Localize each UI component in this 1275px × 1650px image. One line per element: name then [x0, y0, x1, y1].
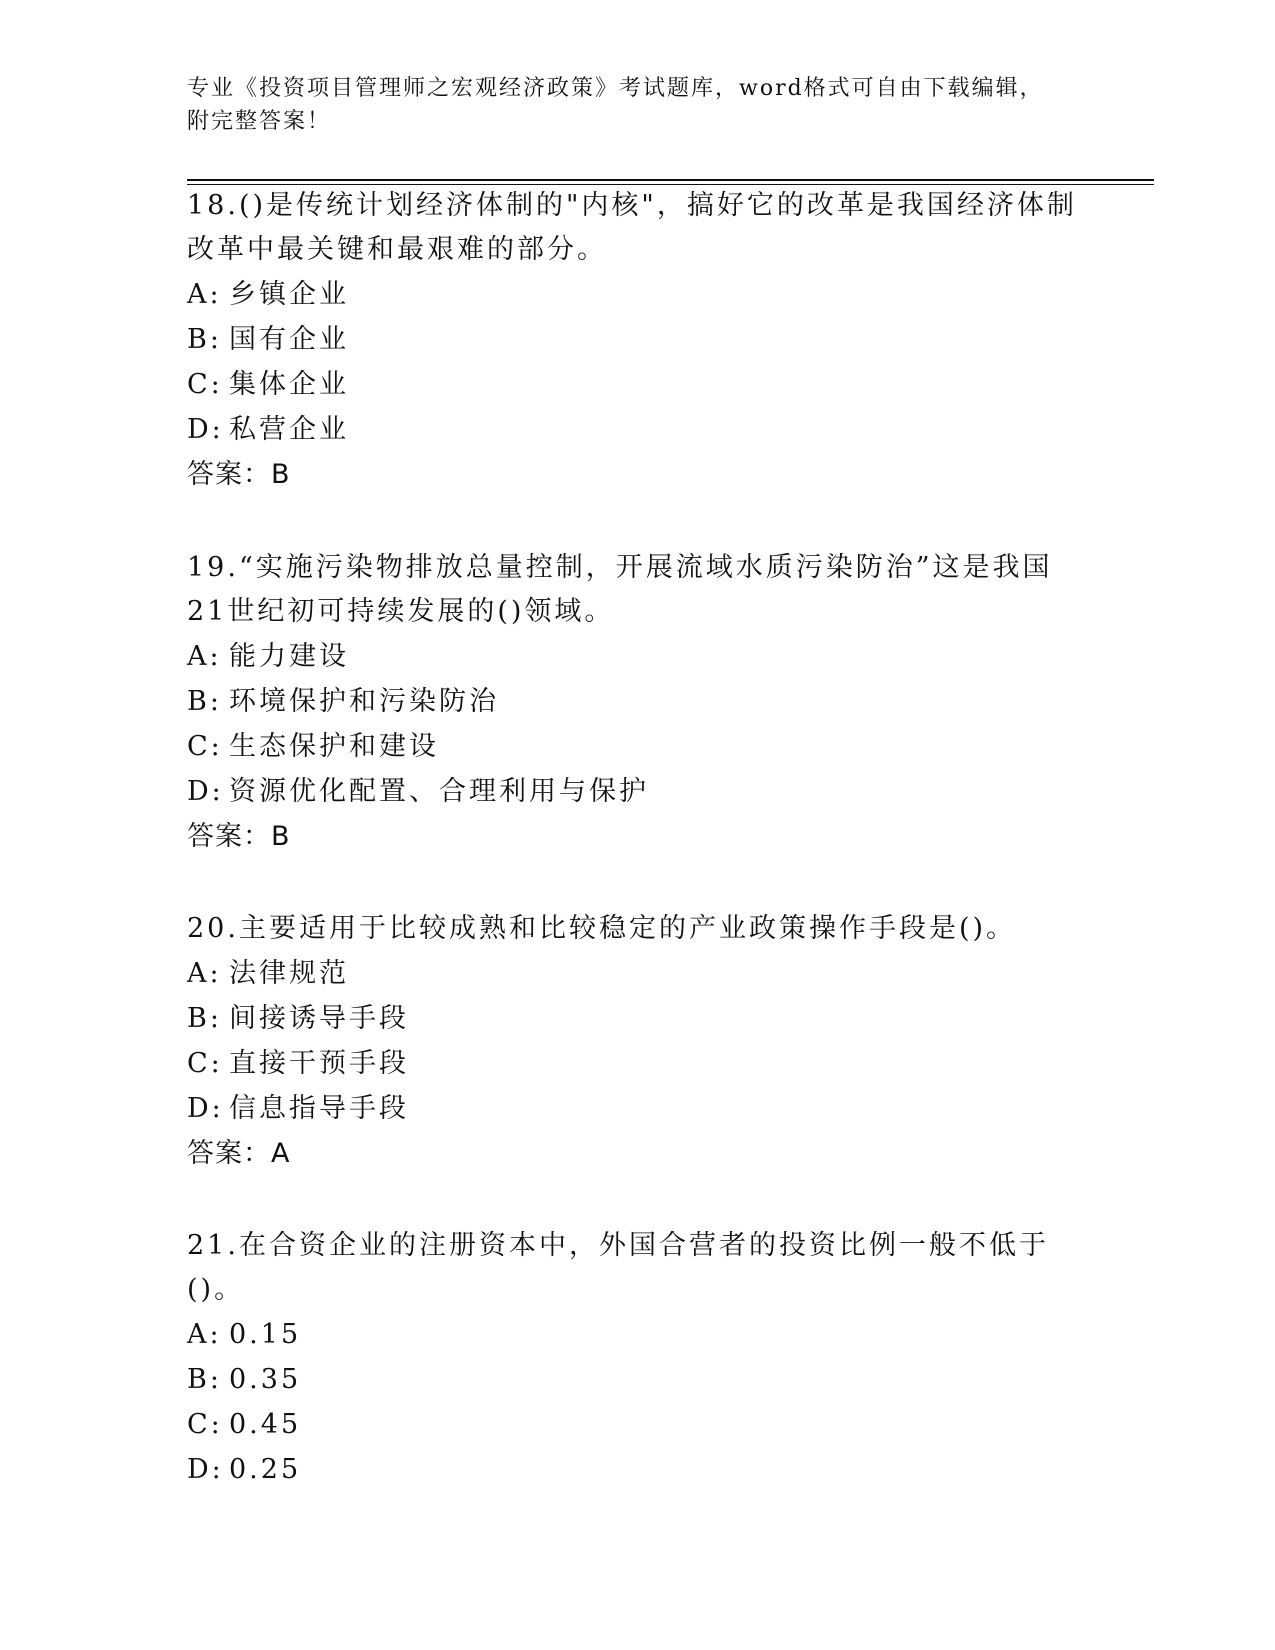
option-b	[187, 1357, 1087, 1402]
option-key: D:	[187, 414, 224, 445]
option-text: 资源优化配置、合理利用与保护	[229, 776, 649, 807]
option-key: D:	[187, 1093, 224, 1124]
option-d	[187, 407, 1087, 452]
option-key: A:	[187, 958, 222, 989]
option-b	[187, 317, 1087, 362]
option-text: 私营企业	[229, 414, 349, 445]
option-text: 0.45	[229, 1409, 302, 1440]
option-c	[187, 1041, 1087, 1086]
header-line-1: 专业《投资项目管理师之宏观经济政策》考试题库，word格式可自由下载编辑，	[187, 76, 1044, 101]
option-text: 法律规范	[229, 958, 349, 989]
option-key: C:	[187, 1409, 223, 1440]
option-d	[187, 1086, 1087, 1131]
option-d	[187, 1447, 1087, 1492]
option-key: B:	[187, 1364, 222, 1395]
option-key: A:	[187, 279, 222, 310]
option-text: 集体企业	[229, 369, 349, 400]
option-key: D:	[187, 776, 224, 807]
option-text: 0.25	[229, 1454, 302, 1485]
option-key: A:	[187, 641, 222, 672]
option-key: C:	[187, 731, 223, 762]
option-key: D:	[187, 1454, 224, 1485]
option-key: B:	[187, 686, 222, 717]
option-key: B:	[187, 324, 222, 355]
answer: 答案：A	[187, 1138, 291, 1169]
option-d	[187, 769, 1087, 814]
question-20	[187, 907, 1087, 1177]
option-text: 0.15	[229, 1319, 302, 1350]
question-stem: 19.“实施污染物排放总量控制，开展流域水质污染防治”这是我国21世纪初可持续发展的()领域。	[187, 552, 1053, 627]
option-b	[187, 996, 1087, 1041]
option-text: 直接干预手段	[229, 1048, 409, 1079]
question-18	[187, 184, 1087, 498]
option-a	[187, 951, 1087, 996]
question-stem: 18.()是传统计划经济体制的"内核"，搞好它的改革是我国经济体制改革中最关键和最艰难的部分。	[187, 190, 1077, 265]
question-21	[187, 1224, 1087, 1492]
option-text: 生态保护和建设	[229, 731, 439, 762]
question-stem: 21.在合资企业的注册资本中，外国合营者的投资比例一般不低于()。	[187, 1230, 1049, 1305]
question-stem: 20.主要适用于比较成熟和比较稳定的产业政策操作手段是()。	[187, 913, 1017, 944]
option-text: 国有企业	[229, 324, 349, 355]
option-c	[187, 362, 1087, 407]
option-key: B:	[187, 1003, 222, 1034]
option-text: 环境保护和污染防治	[229, 686, 499, 717]
option-text: 信息指导手段	[229, 1093, 409, 1124]
header-line-2: 附完整答案！	[187, 109, 332, 134]
option-text: 乡镇企业	[229, 279, 349, 310]
header-divider-thick	[187, 179, 1154, 181]
document-header	[187, 72, 1067, 138]
option-c	[187, 1402, 1087, 1447]
option-b	[187, 679, 1087, 724]
answer: 答案：B	[187, 459, 291, 490]
option-c	[187, 724, 1087, 769]
answer: 答案：B	[187, 821, 291, 852]
option-a	[187, 1312, 1087, 1357]
question-19	[187, 546, 1087, 860]
option-key: C:	[187, 369, 223, 400]
option-key: A:	[187, 1319, 222, 1350]
option-text: 能力建设	[229, 641, 349, 672]
option-a	[187, 272, 1087, 317]
option-text: 0.35	[229, 1364, 302, 1395]
option-key: C:	[187, 1048, 223, 1079]
option-a	[187, 634, 1087, 679]
option-text: 间接诱导手段	[229, 1003, 409, 1034]
